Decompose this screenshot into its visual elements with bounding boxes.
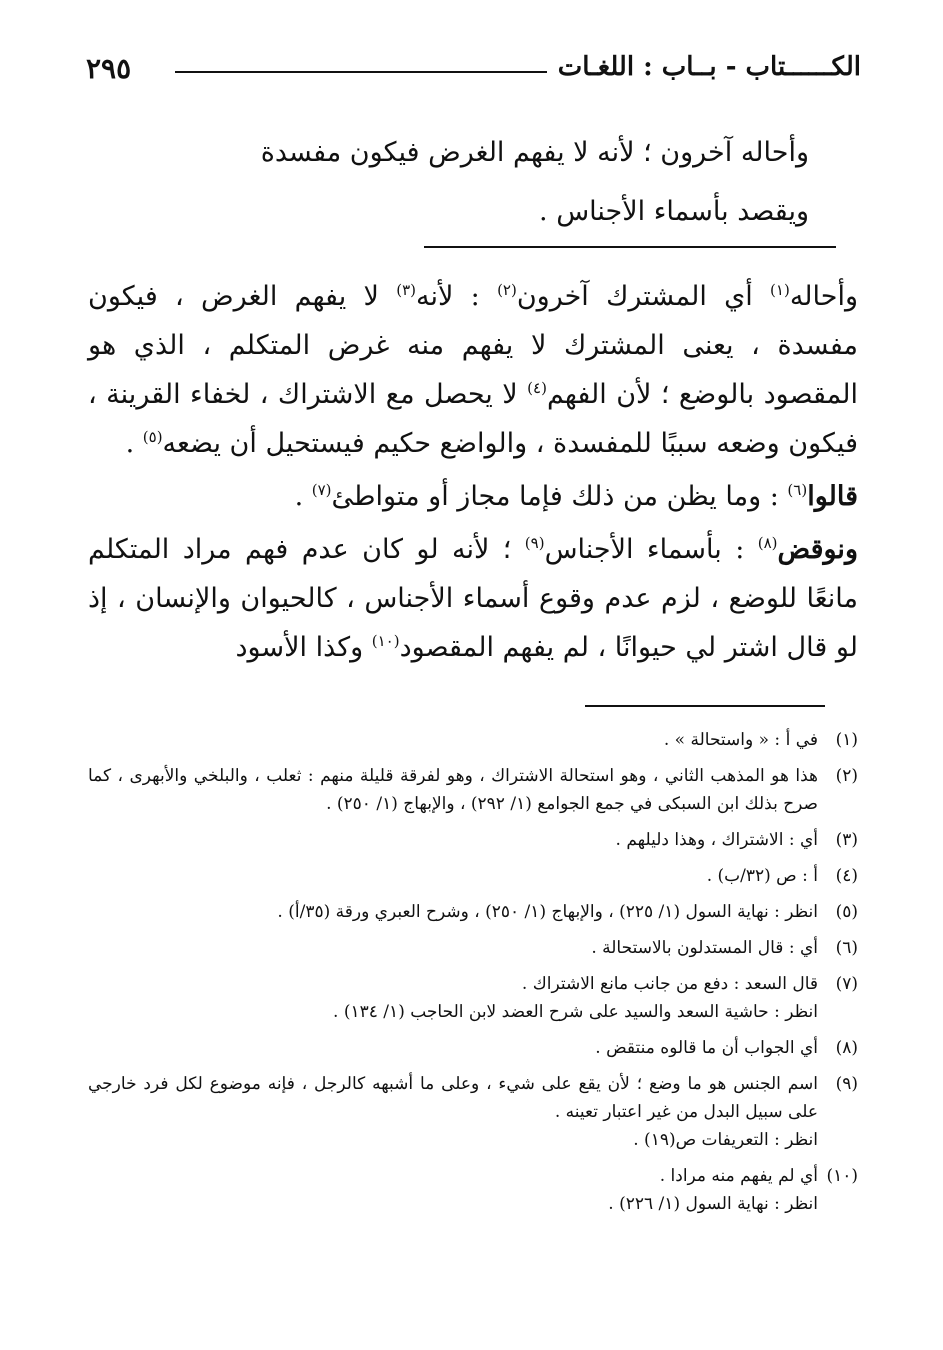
footnote-reference: انظر : التعريفات ص(١٩) . xyxy=(633,1130,818,1150)
footnote-marker-1[interactable]: (١) xyxy=(770,281,790,299)
footnote-marker-7[interactable]: (٧) xyxy=(311,481,332,499)
footnote-text: اسم الجنس هو ما وضع ؛ لأن يقع على شيء ، وعلى ما أشبهه كالرجل ، فإنه موضوع لكل فرد خارجي على سبيل البدل من غير اعتبار تعينه . xyxy=(88,1074,818,1122)
text-run: : بأسماء الأجناس xyxy=(544,534,758,565)
matn-separator-rule xyxy=(424,246,836,248)
commentary xyxy=(88,272,858,672)
footnote-number: (١) xyxy=(835,730,858,750)
footnote-text: أ : ص (٣٢/ب) . xyxy=(706,866,818,886)
footnote-number: (٦) xyxy=(835,938,858,958)
footnote-marker-6[interactable]: (٦) xyxy=(787,481,808,499)
running-header-title: الكــــــتاب - بــاب : اللغـات xyxy=(557,52,861,82)
footnote-number: (٧) xyxy=(835,974,858,994)
footnote-reference: انظر : نهاية السول (١/ ٢٢٦) . xyxy=(608,1194,818,1214)
footnote-marker-3[interactable]: (٣) xyxy=(396,281,416,299)
commentary-paragraph-2 xyxy=(88,472,858,521)
matn-line-1: وأحاله آخرون ؛ لأنه لا يفهم الغرض فيكون مفسدة xyxy=(260,137,809,168)
footnote-marker-4[interactable]: (٤) xyxy=(527,379,547,397)
footnote-number: (٤) xyxy=(835,866,858,886)
header-rule xyxy=(175,71,547,73)
footnote-text: أي لم يفهم منه مرادا . xyxy=(659,1166,818,1186)
footnote-8 xyxy=(88,1034,858,1062)
text-run: لا يحصل مع الاشتراك ، لخفاء القرينة ، فيكون وضعه سببًا للمفسدة ، والواضع حكيم فيستحيل أن يضعه xyxy=(88,379,858,459)
footnote-marker-8[interactable]: (٨) xyxy=(757,534,778,552)
footnote-2 xyxy=(88,762,858,818)
paragraph-lead-word: قالوا xyxy=(807,481,858,512)
footnote-9 xyxy=(88,1070,858,1154)
footnote-text: أي : قال المستدلون بالاستحالة . xyxy=(591,938,818,958)
footnote-marker-10[interactable]: (١٠) xyxy=(371,632,400,650)
footnote-text: هذا هو المذهب الثاني ، وهو استحالة الاشتراك ، وهو لفرقة قليلة منهم : ثعلب ، والبلخي والأبهرى ، كما صرح بذلك ابن السبكى في جمع الجوامع (١/ ٢٩٢) ، والإبهاج (١/ ٢٥٠) . xyxy=(88,766,818,814)
matn-line-2: ويقصد بأسماء الأجناس . xyxy=(539,196,809,227)
text-run: . xyxy=(294,481,312,512)
footnote-reference: انظر : حاشية السعد والسيد على شرح العضد لابن الحاجب (١/ ١٣٤) . xyxy=(333,1002,818,1022)
text-run: وأحاله xyxy=(789,281,858,312)
footnote-number: (٨) xyxy=(835,1038,858,1058)
footnote-number: (٢) xyxy=(835,766,858,786)
footnote-text: انظر : نهاية السول (١/ ٢٢٥) ، والإبهاج (١/ ٢٥٠) ، وشرح العبري ورقة (٣٥/أ) . xyxy=(277,902,818,922)
footnote-text: أي الجواب أن ما قالوه منتقض . xyxy=(595,1038,818,1058)
commentary-paragraph-3 xyxy=(88,525,858,672)
footnote-number: (٥) xyxy=(835,902,858,922)
text-run: : وما يظن من ذلك فإما مجاز أو متواطئ xyxy=(331,481,788,512)
text-run: وكذا الأسود xyxy=(235,632,372,663)
footnote-6 xyxy=(88,934,858,962)
footnote-number: (١٠) xyxy=(826,1166,858,1186)
footnote-5 xyxy=(88,898,858,926)
page-number: ٢٩٥ xyxy=(86,52,132,85)
text-run: ؛ لأنه لو كان عدم فهم مراد المتكلم مانعًا للوضع ، لزم عدم وقوع أسماء الأجناس ، كالحيوان والإنسان ، إذ لو قال اشتر لي حيوانًا ، لم يفهم المقصود xyxy=(88,534,858,663)
footnote-7 xyxy=(88,970,858,1026)
footnote-separator-rule xyxy=(585,705,825,707)
footnote-text: أي : الاشتراك ، وهذا دليلهم . xyxy=(615,830,818,850)
footnote-text: قال السعد : دفع من جانب مانع الاشتراك . xyxy=(521,974,818,994)
text-run: . xyxy=(125,428,143,459)
paragraph-lead-word: ونوقض xyxy=(777,534,858,565)
footnote-marker-2[interactable]: (٢) xyxy=(497,281,517,299)
footnote-number: (٩) xyxy=(835,1074,858,1094)
text-run: لا يفهم الغرض ، فيكون مفسدة ، يعنى المشترك لا يفهم منه غرض المتكلم ، الذي هو المقصود بالوضع ؛ لأن الفهم xyxy=(88,281,858,410)
text-run: : لأنه xyxy=(415,281,498,312)
footnote-3 xyxy=(88,826,858,854)
footnote-1 xyxy=(88,726,858,754)
footnote-text: في أ : « واستحالة » . xyxy=(663,730,818,750)
commentary-paragraph-1 xyxy=(88,272,858,468)
footnote-number: (٣) xyxy=(835,830,858,850)
footnotes xyxy=(88,726,858,1226)
footnote-marker-9[interactable]: (٩) xyxy=(524,534,545,552)
footnote-10 xyxy=(88,1162,858,1218)
footnote-marker-5[interactable]: (٥) xyxy=(142,428,163,446)
footnote-4 xyxy=(88,862,858,890)
text-run: أي المشترك آخرون xyxy=(516,281,771,312)
